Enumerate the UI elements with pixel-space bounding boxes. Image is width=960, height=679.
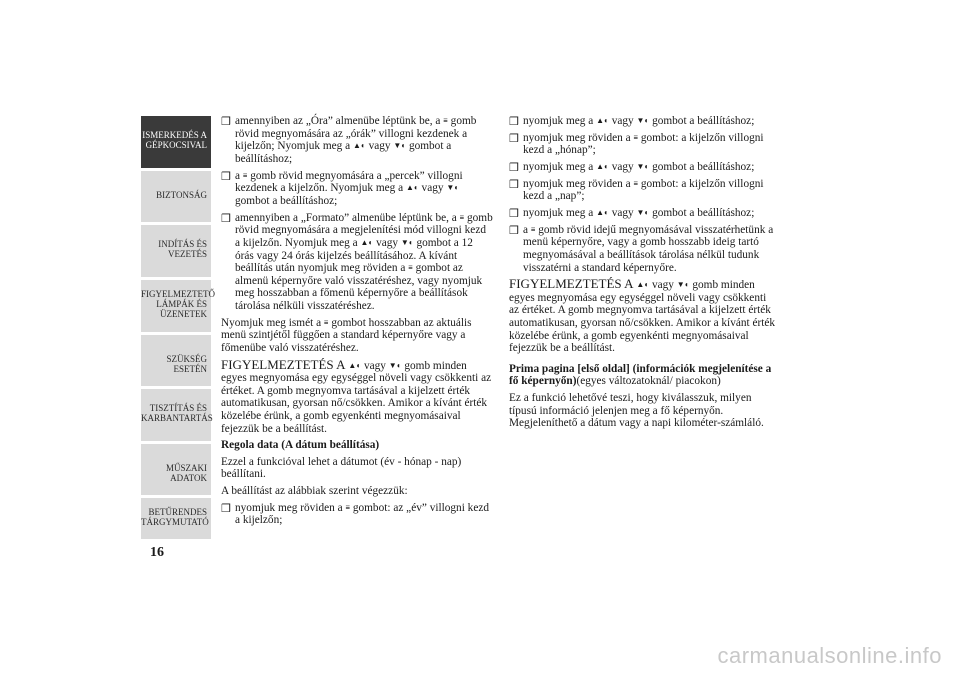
tab-figyelmezteto[interactable]: FIGYELMEZTETŐ LÁMPÁK ÉS ÜZENETEK	[141, 280, 211, 332]
checkbox-icon: ❒	[221, 212, 231, 225]
menu-button-icon: ≡	[633, 178, 639, 188]
up-button-icon: ▲◐	[596, 116, 609, 126]
watermark: carmanualsonline.info	[717, 643, 942, 668]
tab-muszaki[interactable]: MŰSZAKI ADATOK	[141, 444, 211, 495]
checkbox-icon: ❒	[509, 132, 519, 145]
tab-biztonsag[interactable]: BIZTONSÁG	[141, 171, 211, 222]
up-button-icon: ▲◐	[636, 280, 650, 290]
checkbox-icon: ❒	[509, 208, 519, 220]
menu-button-icon: ≡	[443, 116, 448, 126]
warning-title: FIGYELMEZTETÉS A	[221, 356, 346, 372]
down-button-icon: ▼◐	[400, 238, 414, 247]
bullet-percek: ❒ a ≡ gomb rövid megnyomására a „percek” villogni kezdenek a kijelzőn. Nyomjuk meg a ▲◐ vagy ▼◐ gombot a beállításhoz;	[221, 169, 463, 207]
down-button-icon: ▼◐	[388, 360, 402, 370]
down-button-icon: ▼◐	[676, 280, 690, 290]
menu-button-icon: ≡	[633, 132, 639, 142]
paragraph-steps-intro: A beállítást az alábbiak szerint végezzük:	[221, 485, 408, 498]
tab-targymutato[interactable]: BETŰRENDES TÁRGYMUTATÓ	[141, 498, 211, 539]
checkbox-icon: ❒	[509, 116, 519, 128]
menu-button-icon: ≡	[242, 170, 248, 180]
down-button-icon: ▼◐	[636, 208, 650, 218]
checkbox-icon: ❒	[509, 178, 519, 191]
warning-title: FIGYELMEZTETÉS A	[509, 276, 634, 292]
menu-button-icon: ≡	[323, 317, 329, 327]
bullet-ev: ❒ nyomjuk meg röviden a ≡ gombot: az „év” villogni kezd a kijelzőn;	[221, 501, 489, 527]
checkbox-icon: ❒	[509, 224, 519, 237]
up-button-icon: ▲◐	[596, 208, 609, 218]
left-column	[221, 115, 493, 531]
right-column	[509, 115, 777, 434]
tab-szukseg[interactable]: SZÜKSÉG ESETÉN	[141, 335, 211, 386]
paragraph-date-intro: Ezzel a funkcióval lehet a dátumot (év - hónap - nap) beállítani.	[221, 455, 462, 481]
checkbox-icon: ❒	[509, 162, 519, 174]
tab-tisztitas[interactable]: TISZTÍTÁS ÉS KARBANTARTÁS	[141, 389, 211, 441]
checkbox-icon: ❒	[221, 502, 231, 515]
bullet-formato: ❒ amennyiben a „Formato” almenübe léptünk be, a ≡ gomb rövid megnyomására a megjelenítési mód villogni kezd a kijelzőn. Nyomjuk meg a ▲◐ vagy ▼◐ gombot a 12 órás vagy 24 órás kijelzés beállításához. A kívánt beállítás után nyomjuk meg röviden a ≡ gombot az almenü képernyőre való visszatéréshez, vagy nyomjuk meg hosszabban a főmenü képernyőre a beállítások tárolása nélküli visszatéréshez.	[221, 211, 493, 313]
down-button-icon: ▼◐	[446, 183, 460, 193]
up-button-icon: ▲◐	[348, 360, 362, 370]
up-button-icon: ▲◐	[596, 162, 609, 172]
bullet-honap: ❒ nyomjuk meg röviden a ≡ gombot: a kijelzőn villogni kezd a „hónap”;	[509, 131, 764, 157]
tab-inditas[interactable]: INDÍTÁS ÉS VEZETÉS	[141, 225, 211, 277]
bullet-nap: ❒ nyomjuk meg röviden a ≡ gombot: a kijelzőn villogni kezd a „nap”;	[509, 177, 764, 203]
paragraph-return: Nyomjuk meg ismét a ≡ gombot hosszabban az aktuális menü szintjétől függően a standard képernyőre vagy a főmenübe való visszatéréshez.	[221, 316, 472, 354]
menu-button-icon: ≡	[408, 263, 413, 273]
bullet-ora: ❒ amennyiben az „Óra” almenübe léptünk be, a ≡ gomb rövid megnyomására az „órák” villogni kezdenek a kijelzőn; Nyomjuk meg a ▲◐ vagy ▼◐ gombot a beállításhoz;	[221, 115, 477, 165]
page-number: 16	[150, 545, 164, 560]
checkbox-icon: ❒	[221, 170, 231, 183]
bullet-set-day: ❒ nyomjuk meg a ▲◐ vagy ▼◐ gombot a beállításhoz;	[509, 207, 755, 220]
menu-button-icon: ≡	[345, 502, 351, 512]
up-button-icon: ▲◐	[405, 183, 419, 193]
down-button-icon: ▼◐	[636, 162, 650, 172]
paragraph-prima: Ez a funkció lehetővé teszi, hogy kiválasszuk, milyen típusú információ jelenjen meg a fő képernyőn. Megjeleníthető a dátum vagy a napi kilométer-számláló.	[509, 392, 764, 430]
tab-ismerkedes[interactable]: ISMERKEDÉS A GÉPKOCSIVAL	[141, 116, 211, 168]
up-button-icon: ▲◐	[352, 141, 366, 151]
bullet-set-year: ❒ nyomjuk meg a ▲◐ vagy ▼◐ gombot a beállításhoz;	[509, 115, 755, 128]
section-heading-date: Regola data (A dátum beállítása)	[221, 439, 380, 452]
down-button-icon: ▼◐	[393, 141, 407, 151]
warning-block: FIGYELMEZTETÉS A ▲◐ vagy ▼◐ gomb minden egyes megnyomása egy egységgel növeli vagy csökkenti az értéket. A gomb megnyomva tartásával a kijelzett érték automatikusan, gyorsan nő/csökken. Amikor a kívánt érték közelébe érünk, a gomb egyenkénti megnyomásaival fejezzük be a beállítást.	[509, 276, 776, 355]
checkbox-icon: ❒	[221, 116, 231, 128]
up-button-icon: ▲◐	[360, 238, 374, 247]
down-button-icon: ▼◐	[636, 116, 650, 126]
section-heading-prima: Prima pagina [első oldal] (információk megjelenítése a fő képernyőn)(egyes változatoknál/ piacokon)	[509, 362, 772, 388]
chapter-sidebar	[141, 116, 215, 539]
menu-button-icon: ≡	[530, 224, 536, 234]
warning-block: FIGYELMEZTETÉS A ▲◐ vagy ▼◐ gomb minden egyes megnyomása egy egységgel növeli vagy csökkenti az értéket. A gomb megnyomva tartásával a kijelzett érték automatikusan, gyorsan nő/csökken. Amikor a kívánt érték közelébe érünk, a gomb egyenkénti megnyomásaival fejezzük be a beállítást.	[221, 356, 492, 435]
menu-button-icon: ≡	[459, 212, 465, 222]
bullet-return: ❒ a ≡ gomb rövid idejű megnyomásával visszatérhetünk a menü képernyőre, vagy a gomb hosszabb ideig tartó megnyomásával a beállítások tárolása nélkül tudunk visszatérni a standard képernyőre.	[509, 223, 774, 274]
bullet-set-month: ❒ nyomjuk meg a ▲◐ vagy ▼◐ gombot a beállításhoz;	[509, 161, 755, 174]
